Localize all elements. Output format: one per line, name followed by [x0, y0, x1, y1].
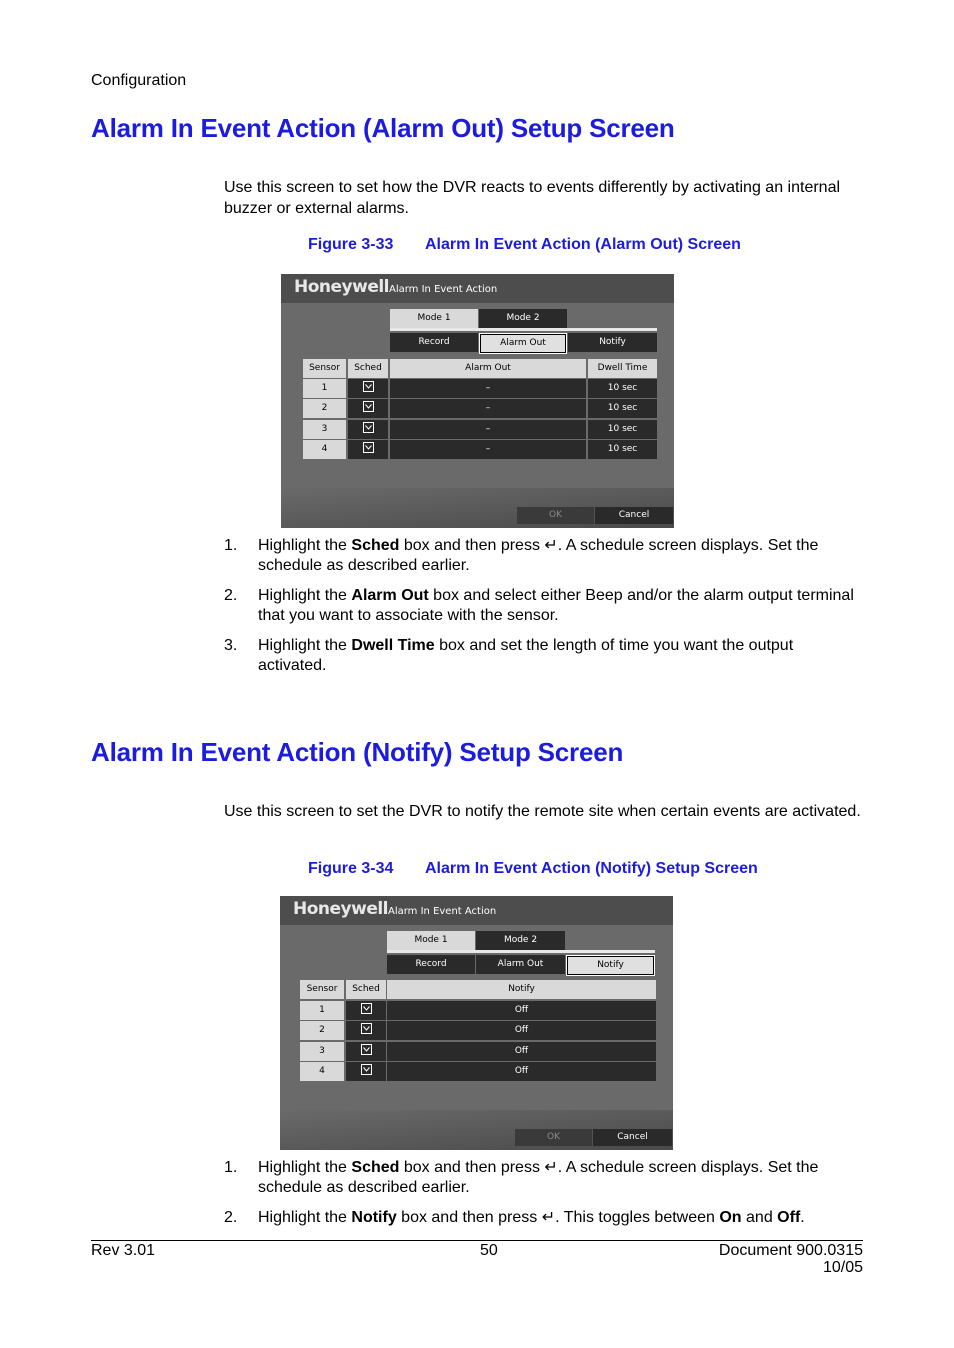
dvr-screen-alarm-out	[281, 274, 674, 528]
sched-cell[interactable]	[346, 1021, 386, 1040]
figure-number: Figure 3-34	[308, 860, 394, 877]
figure-caption-3-34	[308, 860, 758, 878]
sensor-cell: 4	[300, 1062, 344, 1081]
alarm-out-cell[interactable]: –	[390, 420, 586, 439]
cancel-button[interactable]: Cancel	[595, 507, 673, 524]
notify-tab[interactable]: Notify	[568, 333, 657, 352]
notify-cell[interactable]: Off	[387, 1021, 656, 1040]
dwell-time-cell[interactable]: 10 sec	[588, 399, 657, 418]
schedule-icon	[363, 422, 374, 433]
list-item: 2. Highlight the Alarm Out box and select either Beep and/or the alarm output terminal that you want to associate with the sensor.	[224, 587, 854, 624]
schedule-icon	[361, 1044, 372, 1055]
schedule-icon	[361, 1064, 372, 1075]
mode-2-tab[interactable]: Mode 2	[479, 309, 567, 328]
list-item: 2. Highlight the Notify box and then press ↵. This toggles between On and Off.	[224, 1209, 805, 1226]
mode-1-tab[interactable]: Mode 1	[387, 931, 475, 950]
sched-cell[interactable]	[346, 1062, 386, 1081]
dwell-time-cell[interactable]: 10 sec	[588, 379, 657, 398]
figure-number: Figure 3-33	[308, 236, 394, 253]
document-date: 10/05	[822, 1259, 863, 1276]
sensor-column-header: Sensor	[303, 359, 346, 378]
sched-cell[interactable]	[348, 440, 388, 459]
document-number: Document 900.0315	[718, 1242, 863, 1259]
sched-cell[interactable]	[346, 1042, 386, 1061]
dvr-window-title: Alarm In Event Action	[389, 284, 498, 295]
record-tab[interactable]: Record	[387, 955, 475, 974]
sensor-cell: 1	[300, 1001, 344, 1020]
footer-revision: Rev 3.01	[91, 1242, 156, 1259]
sched-cell[interactable]	[348, 420, 388, 439]
schedule-icon	[363, 401, 374, 412]
sched-cell[interactable]	[348, 379, 388, 398]
dvr-window-title: Alarm In Event Action	[388, 906, 497, 917]
schedule-icon	[363, 381, 374, 392]
ok-button[interactable]: OK	[515, 1129, 592, 1146]
running-header: Configuration	[91, 72, 187, 89]
cancel-button[interactable]: Cancel	[593, 1129, 672, 1146]
ok-button[interactable]: OK	[517, 507, 594, 524]
alarm-out-cell[interactable]: –	[390, 379, 586, 398]
alarm-out-tab[interactable]: Alarm Out	[480, 334, 566, 353]
notify-tab[interactable]: Notify	[567, 956, 654, 975]
sensor-cell: 3	[300, 1042, 344, 1061]
dvr-screen-notify	[280, 896, 673, 1150]
page-number: 50	[480, 1242, 498, 1259]
sched-column-header: Sched	[348, 359, 388, 378]
section-heading-alarm-out: Alarm In Event Action (Alarm Out) Setup Screen	[91, 113, 675, 143]
notify-column-header: Notify	[387, 980, 656, 999]
sched-cell[interactable]	[346, 1001, 386, 1020]
figure-title: Alarm In Event Action (Notify) Setup Screen	[425, 860, 758, 877]
figure-caption-3-33	[308, 236, 741, 254]
schedule-icon	[363, 442, 374, 453]
mode-1-tab[interactable]: Mode 1	[390, 309, 478, 328]
sensor-column-header: Sensor	[300, 980, 344, 999]
section-heading-notify: Alarm In Event Action (Notify) Setup Screen	[91, 737, 624, 767]
sensor-cell: 2	[303, 399, 346, 418]
footer-rule	[91, 1240, 863, 1241]
steps-list-alarm-out	[224, 536, 864, 686]
notify-cell[interactable]: Off	[387, 1001, 656, 1020]
section-intro-notify: Use this screen to set the DVR to notify the remote site when certain events are activated.	[224, 803, 861, 820]
section-intro-alarm-out: Use this screen to set how the DVR reacts to events differently by activating an internal buzzer or external alarms.	[224, 179, 841, 217]
notify-cell[interactable]: Off	[387, 1062, 656, 1081]
sched-cell[interactable]	[348, 399, 388, 418]
sensor-cell: 1	[303, 379, 346, 398]
sensor-cell: 2	[300, 1021, 344, 1040]
list-item: 3. Highlight the Dwell Time box and set the length of time you want the output activated.	[224, 637, 794, 674]
steps-list-notify	[224, 1158, 864, 1238]
alarm-out-column-header: Alarm Out	[390, 359, 586, 378]
footer-document	[663, 1242, 863, 1276]
sensor-cell: 3	[303, 420, 346, 439]
notify-cell[interactable]: Off	[387, 1042, 656, 1061]
honeywell-logo: Honeywell	[293, 899, 389, 919]
figure-title: Alarm In Event Action (Alarm Out) Screen	[425, 236, 741, 253]
dwell-time-cell[interactable]: 10 sec	[588, 420, 657, 439]
sensor-cell: 4	[303, 440, 346, 459]
mode-tab-underline	[387, 950, 655, 953]
alarm-out-cell[interactable]: –	[390, 399, 586, 418]
schedule-icon	[361, 1023, 372, 1034]
dwell-time-column-header: Dwell Time	[588, 359, 657, 378]
mode-tab-underline	[390, 328, 657, 331]
schedule-icon	[361, 1003, 372, 1014]
dwell-time-cell[interactable]: 10 sec	[588, 440, 657, 459]
mode-2-tab[interactable]: Mode 2	[476, 931, 565, 950]
alarm-out-cell[interactable]: –	[390, 440, 586, 459]
record-tab[interactable]: Record	[390, 333, 478, 352]
list-item: 1. Highlight the Sched box and then press ↵. A schedule screen displays. Set the schedule as described earlier.	[224, 537, 819, 574]
alarm-out-tab[interactable]: Alarm Out	[476, 955, 565, 974]
sched-column-header: Sched	[346, 980, 386, 999]
list-item: 1. Highlight the Sched box and then press ↵. A schedule screen displays. Set the schedule as described earlier.	[224, 1159, 819, 1196]
honeywell-logo: Honeywell	[294, 277, 390, 297]
